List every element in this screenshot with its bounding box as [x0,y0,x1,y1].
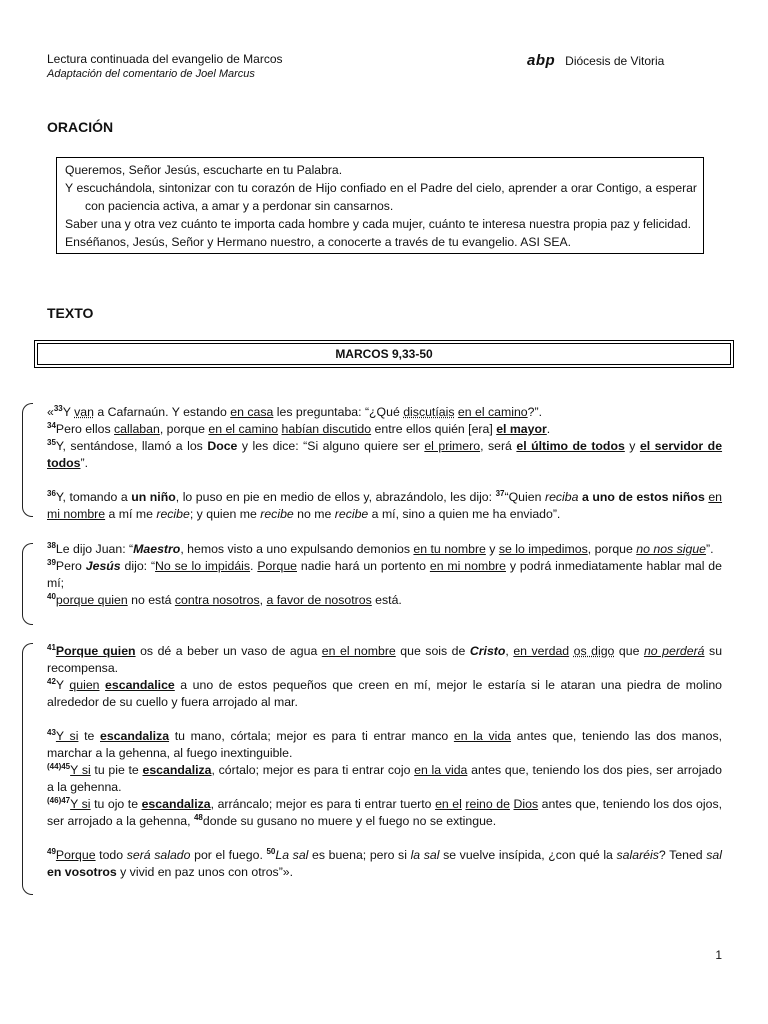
section-bracket [22,643,33,895]
verse: $^{43}$Y si te escandaliza tu mano, córtala; mejor es para ti entrar manco en la vida antes que, teniendo las dos manos, marchar a la gehenna, al fuego inextinguible. [47,727,723,760]
verse: $^{34}$Pero ellos callaban, porque en el camino habían discutido entre ellos quién [era] el mayor. [47,420,551,436]
verse: $^{35}$Y, sentándose, llamó a los Doce y les dice: “Si alguno quiere ser el primero, será el último de todos y el servidor de todos”. [47,437,723,470]
passage-reference: MARCOS 9,33-50 [34,340,734,368]
prayer-line: Y escuchándola, sintonizar con tu corazón de Hijo confiado en el Padre del cielo, aprender a orar Contigo, a esperar con paciencia activa, a amar y a perdonar sin cansarnos. [65,181,697,213]
verse: $^{38}$Le dijo Juan: “Maestro, hemos visto a uno expulsando demonios en tu nombre y se lo impedimos, porque no nos sigue”. [47,540,714,556]
header-title: Lectura continuada del evangelio de Marcos [47,52,283,66]
org-name: Diócesis de Vitoria [565,54,665,68]
verse: $^{(46)47}$Y si tu ojo te escandaliza, arráncalo; mejor es para ti entrar tuerto en el reino de Dios antes que, teniendo los dos ojos, ser arrojado a la gehenna, $^{48}$donde su gusano no muere y el fuego no se extingue. [47,795,723,828]
prayer-box [56,157,704,254]
verse: $^{41}$Porque quien os dé a beber un vaso de agua en el nombre que sois de Cristo, en verdad os digo que no perderá su recompensa. [47,642,723,675]
oracion-heading: ORACIÓN [47,119,114,135]
header-org [527,52,664,69]
prayer-line: Queremos, Señor Jesús, escucharte en tu Palabra. [65,163,343,177]
page-number: 1 [715,948,722,962]
verse: $^{40}$porque quien no está contra nosotros, a favor de nosotros está. [47,591,402,607]
verse: $^{(44)45}$Y si tu pie te escandaliza, córtalo; mejor es para ti entrar cojo en la vida antes que, teniendo los dos pies, ser arrojado a la gehenna. [47,761,723,794]
verse: $^{49}$Porque todo será salado por el fuego. $^{50}$La sal es buena; pero si la sal se vuelve insípida, ¿con qué la salaréis? Tened sal en vosotros y vivid en paz unos con otros”». [47,846,722,879]
section-bracket [22,543,33,625]
verse: $^{39}$Pero Jesús dijo: “No se lo impidáis. Porque nadie hará un portento en mi nombre y podrá inmediatamente hablar mal de mí; [47,557,722,590]
passage-block-3 [47,643,722,881]
texto-heading: TEXTO [47,305,94,321]
prayer-line: Enséñanos, Jesús, Señor y Hermano nuestro, a conocerte a través de tu evangelio. ASI SEA. [65,235,572,249]
section-bracket [22,403,33,517]
header-subtitle: Adaptación del comentario de Joel Marcus [47,68,255,80]
verse: $^{36}$Y, tomando a un niño, lo puso en pie en medio de ellos y, abrazándolo, les dijo: $^{37}$“Quien reciba a uno de estos niños en mi nombre a mí me recibe; y quien me recibe no me recibe a mí, sino a quien me ha enviado”. [47,488,723,521]
abp-logo: abp [527,52,556,69]
prayer-line: Saber una y otra vez cuánto te importa cada hombre y cada mujer, cuánto te interesa nuestra propia paz y felicidad. [65,217,691,231]
verse: «$^{33}$Y van a Cafarnaún. Y estando en casa les preguntaba: “¿Qué discutíais en el camino?”. [47,403,542,419]
passage-block-2 [47,541,722,609]
passage-block-1 [47,404,722,523]
verse: $^{42}$Y quien escandalice a uno de estos pequeños que creen en mí, mejor le estaría si le ataran una piedra de molino alrededor de su cuello y fuera arrojado al mar. [47,676,722,709]
document-header [47,52,283,82]
